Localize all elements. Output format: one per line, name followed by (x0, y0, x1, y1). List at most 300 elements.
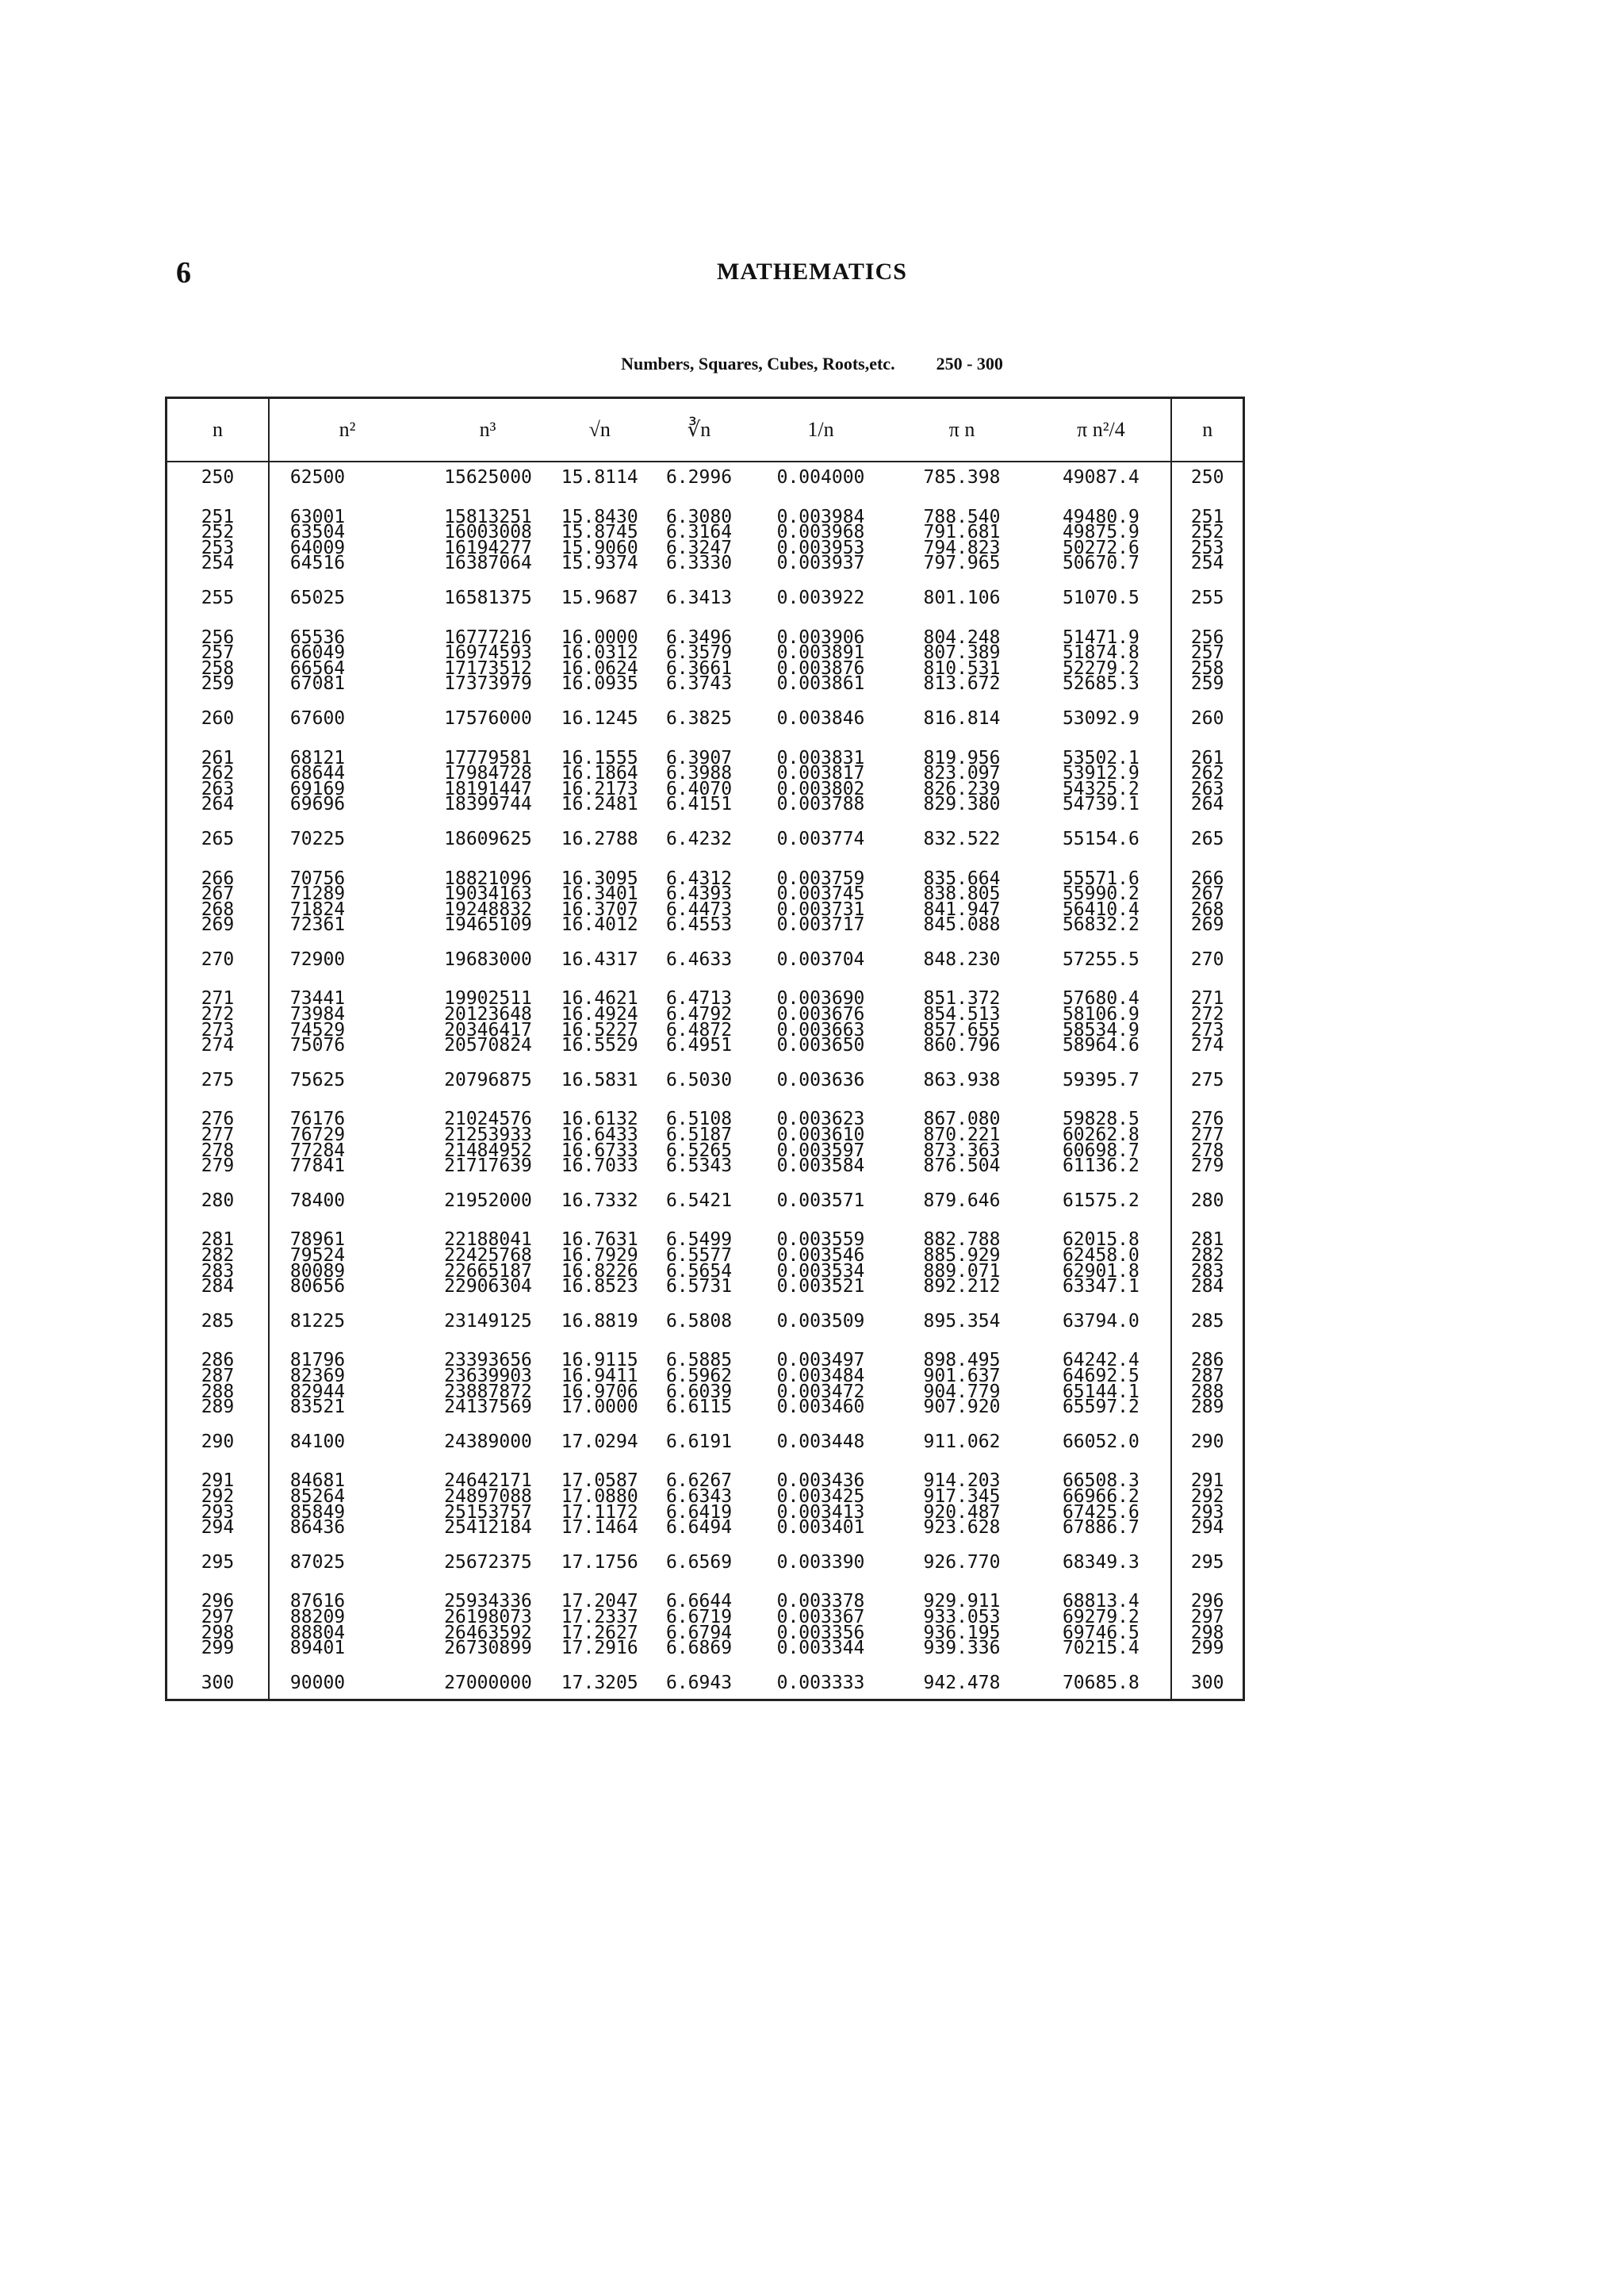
cell-pi-n: 879.646 (923, 1190, 1001, 1211)
cell-n-right: 281 (1171, 1217, 1243, 1248)
cell-square-root: 17.0587 (561, 1470, 638, 1492)
cell-n-squared: 78961 (289, 1229, 346, 1251)
cell-n-squared: 75625 (289, 1069, 346, 1090)
cell-n-right: 267 (1171, 887, 1243, 903)
cell-square-root: 16.4621 (561, 988, 638, 1010)
cell-square-root: 16.4924 (561, 1004, 638, 1025)
cell-n-cubed: 24389000 (444, 1431, 532, 1452)
cell-circle-area: 65597.2 (1062, 1397, 1139, 1418)
cell-n-right: 293 (1171, 1505, 1243, 1521)
cell-reciprocal: 0.003774 (776, 828, 865, 849)
cell-reciprocal: 0.003831 (776, 747, 865, 768)
cell-pi-n: 901.637 (923, 1365, 1001, 1386)
cell-reciprocal: 0.003610 (776, 1125, 865, 1146)
cell-n-squared: 89401 (289, 1638, 346, 1659)
cell-square-root: 15.9687 (561, 587, 638, 608)
cell-n-squared: 73984 (289, 1004, 346, 1025)
cell-n-squared: 62500 (289, 467, 346, 488)
cell-square-root: 16.4012 (561, 914, 638, 936)
cell-pi-n: 926.770 (923, 1551, 1001, 1573)
cell-square-root: 16.5227 (561, 1019, 638, 1041)
cell-cube-root: 6.3080 (665, 506, 733, 527)
cell-n: 254 (167, 556, 269, 583)
cell-circle-area: 67425.6 (1062, 1501, 1139, 1523)
cell-square-root: 16.5831 (561, 1069, 638, 1090)
cell-n-right: 270 (1171, 945, 1243, 976)
cell-reciprocal: 0.003413 (776, 1501, 865, 1523)
row-group (167, 1578, 1243, 1667)
table-row (167, 1096, 1243, 1128)
cell-reciprocal: 0.003817 (776, 763, 865, 784)
cell-square-root: 16.9411 (561, 1365, 638, 1386)
cell-n: 269 (167, 918, 269, 945)
cell-n-squared: 87025 (289, 1551, 346, 1573)
cell-reciprocal: 0.003876 (776, 657, 865, 679)
running-head: MATHEMATICS (717, 259, 907, 285)
cell-n-squared: 66049 (289, 642, 346, 664)
cell-cube-root: 6.6419 (665, 1501, 733, 1523)
cell-n: 293 (167, 1505, 269, 1521)
cell-cube-root: 6.5962 (665, 1365, 733, 1386)
cell-n-right: 294 (1171, 1520, 1243, 1547)
cell-circle-area: 55990.2 (1062, 883, 1139, 905)
table-row (167, 556, 1243, 583)
cell-n: 291 (167, 1458, 269, 1489)
cell-circle-area: 66508.3 (1062, 1470, 1139, 1492)
cell-n-cubed: 16974593 (444, 642, 532, 664)
cell-n-cubed: 25934336 (444, 1591, 532, 1612)
cell-n-squared: 63001 (289, 506, 346, 527)
cell-circle-area: 62015.8 (1062, 1229, 1139, 1251)
cell-n-cubed: 19465109 (444, 914, 532, 936)
cell-circle-area: 68349.3 (1062, 1551, 1139, 1573)
cell-square-root: 15.8430 (561, 506, 638, 527)
cell-cube-root: 6.4951 (665, 1035, 733, 1056)
cell-cube-root: 6.3330 (665, 553, 733, 574)
cell-pi-n: 939.336 (923, 1638, 1001, 1659)
cell-n-cubed: 23639903 (444, 1365, 532, 1386)
cell-n-cubed: 22188041 (444, 1229, 532, 1251)
cell-reciprocal: 0.003378 (776, 1591, 865, 1612)
header-n-squared: n² (269, 399, 425, 462)
cell-n-squared: 80089 (289, 1260, 346, 1282)
cell-circle-area: 59395.7 (1062, 1069, 1139, 1090)
cell-n-cubed: 17576000 (444, 707, 532, 729)
cell-pi-n: 885.929 (923, 1245, 1001, 1266)
cell-n: 296 (167, 1578, 269, 1610)
cell-pi-n: 819.956 (923, 747, 1001, 768)
cell-pi-n: 838.805 (923, 883, 1001, 905)
cell-circle-area: 66052.0 (1062, 1431, 1139, 1452)
cell-reciprocal: 0.003521 (776, 1276, 865, 1297)
cell-n-right: 258 (1171, 661, 1243, 677)
cell-circle-area: 60262.8 (1062, 1125, 1139, 1146)
cell-n-squared: 65536 (289, 627, 346, 648)
cell-reciprocal: 0.003425 (776, 1485, 865, 1507)
cell-n-right: 262 (1171, 766, 1243, 782)
cell-circle-area: 60698.7 (1062, 1140, 1139, 1161)
cell-n-squared: 68121 (289, 747, 346, 768)
cell-n-squared: 82369 (289, 1365, 346, 1386)
cell-n-right: 282 (1171, 1248, 1243, 1264)
cell-reciprocal: 0.004000 (776, 467, 865, 488)
cell-n-cubed: 24137569 (444, 1397, 532, 1418)
cell-n-squared: 84100 (289, 1431, 346, 1452)
cell-n-cubed: 16581375 (444, 587, 532, 608)
header-circle-area: π n²/4 (1031, 399, 1171, 462)
table-row (167, 975, 1243, 1007)
cell-n: 279 (167, 1159, 269, 1186)
cell-n-right: 292 (1171, 1489, 1243, 1505)
cell-reciprocal: 0.003534 (776, 1260, 865, 1282)
math-table (167, 399, 1243, 1699)
cell-pi-n: 933.053 (923, 1606, 1001, 1627)
cell-cube-root: 6.5187 (665, 1125, 733, 1146)
table-row (167, 1520, 1243, 1547)
cell-n-cubed: 19902511 (444, 988, 532, 1010)
table-row (167, 1306, 1243, 1338)
cell-cube-root: 6.3743 (665, 673, 733, 695)
cell-n: 271 (167, 975, 269, 1007)
cell-n-squared: 87616 (289, 1591, 346, 1612)
cell-n-right: 283 (1171, 1264, 1243, 1280)
table-row (167, 462, 1243, 494)
cell-cube-root: 6.5265 (665, 1140, 733, 1161)
cell-cube-root: 6.4232 (665, 828, 733, 849)
cell-pi-n: 929.911 (923, 1591, 1001, 1612)
table-row (167, 945, 1243, 976)
cell-pi-n: 867.080 (923, 1109, 1001, 1130)
cell-pi-n: 898.495 (923, 1350, 1001, 1371)
cell-pi-n: 882.788 (923, 1229, 1001, 1251)
cell-n-cubed: 20346417 (444, 1019, 532, 1041)
cell-square-root: 17.2916 (561, 1638, 638, 1659)
cell-pi-n: 829.380 (923, 794, 1001, 815)
cell-square-root: 17.2047 (561, 1591, 638, 1612)
cell-square-root: 16.7929 (561, 1245, 638, 1266)
cell-reciprocal: 0.003650 (776, 1035, 865, 1056)
cell-reciprocal: 0.003891 (776, 642, 865, 664)
cell-reciprocal: 0.003745 (776, 883, 865, 905)
cell-reciprocal: 0.003861 (776, 673, 865, 695)
cell-pi-n: 835.664 (923, 868, 1001, 889)
cell-pi-n: 851.372 (923, 988, 1001, 1010)
cell-n: 259 (167, 676, 269, 703)
cell-cube-root: 6.6869 (665, 1638, 733, 1659)
row-group (167, 856, 1243, 945)
cell-n: 286 (167, 1337, 269, 1369)
cell-n: 261 (167, 735, 269, 767)
cell-n-cubed: 22425768 (444, 1245, 532, 1266)
cell-cube-root: 6.3907 (665, 747, 733, 768)
cell-n-right: 287 (1171, 1369, 1243, 1385)
cell-n-squared: 65025 (289, 587, 346, 608)
row-group-single (167, 1186, 1243, 1217)
cell-pi-n: 895.354 (923, 1310, 1001, 1332)
header-cube-root: ∛n (649, 399, 749, 462)
cell-n-right: 278 (1171, 1144, 1243, 1159)
cell-square-root: 17.1464 (561, 1517, 638, 1539)
cell-cube-root: 6.5885 (665, 1350, 733, 1371)
cell-cube-root: 6.3413 (665, 587, 733, 608)
cell-n-squared: 64516 (289, 553, 346, 574)
cell-n: 287 (167, 1369, 269, 1385)
cell-pi-n: 794.823 (923, 537, 1001, 558)
row-group (167, 1458, 1243, 1547)
cell-pi-n: 813.672 (923, 673, 1001, 695)
cell-n-right: 254 (1171, 556, 1243, 583)
cell-n: 256 (167, 615, 269, 646)
cell-n: 265 (167, 824, 269, 856)
cell-cube-root: 6.4393 (665, 883, 733, 905)
cell-n: 284 (167, 1279, 269, 1306)
header-square-root: √n (550, 399, 649, 462)
cell-pi-n: 816.814 (923, 707, 1001, 729)
cell-n-cubed: 26463592 (444, 1622, 532, 1643)
cell-circle-area: 69279.2 (1062, 1606, 1139, 1627)
caption-text: Numbers, Squares, Cubes, Roots,etc. (621, 354, 895, 374)
cell-n-right: 286 (1171, 1337, 1243, 1369)
cell-cube-root: 6.6039 (665, 1381, 733, 1402)
cell-n-cubed: 21024576 (444, 1109, 532, 1130)
cell-n-right: 284 (1171, 1279, 1243, 1306)
cell-n-squared: 86436 (289, 1517, 346, 1539)
cell-pi-n: 841.947 (923, 899, 1001, 920)
cell-cube-root: 6.6644 (665, 1591, 733, 1612)
cell-reciprocal: 0.003937 (776, 553, 865, 574)
cell-n-squared: 63504 (289, 522, 346, 543)
cell-n-right: 259 (1171, 676, 1243, 703)
cell-n-right: 297 (1171, 1610, 1243, 1626)
cell-circle-area: 49087.4 (1062, 467, 1139, 488)
cell-n-squared: 70225 (289, 828, 346, 849)
cell-reciprocal: 0.003676 (776, 1004, 865, 1025)
cell-square-root: 15.9374 (561, 553, 638, 574)
cell-n: 268 (167, 903, 269, 918)
cell-square-root: 16.7332 (561, 1190, 638, 1211)
cell-circle-area: 57680.4 (1062, 988, 1139, 1010)
cell-n-squared: 70756 (289, 868, 346, 889)
cell-pi-n: 920.487 (923, 1501, 1001, 1523)
cell-n-squared: 72900 (289, 949, 346, 970)
cell-n-cubed: 26198073 (444, 1606, 532, 1627)
cell-n-squared: 82944 (289, 1381, 346, 1402)
table-row (167, 1547, 1243, 1579)
cell-circle-area: 57255.5 (1062, 949, 1139, 970)
cell-n-squared: 85264 (289, 1485, 346, 1507)
cell-reciprocal: 0.003690 (776, 988, 865, 1010)
row-group-single (167, 1668, 1243, 1700)
row-group-single (167, 462, 1243, 494)
cell-n-right: 291 (1171, 1458, 1243, 1489)
cell-cube-root: 6.4553 (665, 914, 733, 936)
table-row (167, 1065, 1243, 1097)
cell-pi-n: 854.513 (923, 1004, 1001, 1025)
cell-square-root: 16.9115 (561, 1350, 638, 1371)
cell-n-right: 272 (1171, 1007, 1243, 1023)
cell-reciprocal: 0.003584 (776, 1156, 865, 1177)
cell-cube-root: 6.5577 (665, 1245, 733, 1266)
cell-square-root: 16.3707 (561, 899, 638, 920)
cell-reciprocal: 0.003731 (776, 899, 865, 920)
cell-n-squared: 81796 (289, 1350, 346, 1371)
cell-square-root: 16.6433 (561, 1125, 638, 1146)
cell-reciprocal: 0.003509 (776, 1310, 865, 1332)
cell-n-squared: 69696 (289, 794, 346, 815)
row-group-single (167, 1427, 1243, 1458)
cell-n-cubed: 25412184 (444, 1517, 532, 1539)
cell-n: 252 (167, 525, 269, 541)
cell-pi-n: 807.389 (923, 642, 1001, 664)
cell-n-squared: 71289 (289, 883, 346, 905)
row-group (167, 1096, 1243, 1185)
cell-circle-area: 66966.2 (1062, 1485, 1139, 1507)
cell-n-cubed: 21484952 (444, 1140, 532, 1161)
table-row (167, 797, 1243, 824)
cell-circle-area: 68813.4 (1062, 1591, 1139, 1612)
cell-cube-root: 6.5030 (665, 1069, 733, 1090)
cell-reciprocal: 0.003546 (776, 1245, 865, 1266)
cell-n-right: 256 (1171, 615, 1243, 646)
cell-n: 292 (167, 1489, 269, 1505)
cell-reciprocal: 0.003906 (776, 627, 865, 648)
cell-n-cubed: 25153757 (444, 1501, 532, 1523)
header-n-right: n (1171, 399, 1243, 462)
cell-circle-area: 50670.7 (1062, 553, 1139, 574)
cell-square-root: 17.1756 (561, 1551, 638, 1573)
cell-n-cubed: 21253933 (444, 1125, 532, 1146)
cell-pi-n: 848.230 (923, 949, 1001, 970)
cell-reciprocal: 0.003472 (776, 1381, 865, 1402)
cell-cube-root: 6.5343 (665, 1156, 733, 1177)
cell-circle-area: 56410.4 (1062, 899, 1139, 920)
cell-square-root: 16.0312 (561, 642, 638, 664)
cell-square-root: 16.0624 (561, 657, 638, 679)
cell-circle-area: 55154.6 (1062, 828, 1139, 849)
cell-cube-root: 6.3496 (665, 627, 733, 648)
cell-n: 260 (167, 703, 269, 735)
row-group (167, 735, 1243, 824)
cell-square-root: 16.6132 (561, 1109, 638, 1130)
cell-square-root: 15.9060 (561, 537, 638, 558)
cell-reciprocal: 0.003559 (776, 1229, 865, 1251)
cell-n-cubed: 15813251 (444, 506, 532, 527)
cell-n-squared: 78400 (289, 1190, 346, 1211)
cell-cube-root: 6.5108 (665, 1109, 733, 1130)
cell-n-cubed: 26730899 (444, 1638, 532, 1659)
cell-circle-area: 65144.1 (1062, 1381, 1139, 1402)
cell-pi-n: 804.248 (923, 627, 1001, 648)
cell-pi-n: 826.239 (923, 778, 1001, 799)
cell-cube-root: 6.6343 (665, 1485, 733, 1507)
cell-circle-area: 70685.8 (1062, 1672, 1139, 1693)
cell-n-right: 265 (1171, 824, 1243, 856)
cell-n-cubed: 18821096 (444, 868, 532, 889)
cell-n-cubed: 16387064 (444, 553, 532, 574)
cell-n-cubed: 17779581 (444, 747, 532, 768)
row-group (167, 615, 1243, 703)
cell-n: 283 (167, 1264, 269, 1280)
math-table-frame (165, 397, 1245, 1701)
cell-pi-n: 810.531 (923, 657, 1001, 679)
cell-cube-root: 6.6267 (665, 1470, 733, 1492)
cell-n-squared: 73441 (289, 988, 346, 1010)
cell-circle-area: 58964.6 (1062, 1035, 1139, 1056)
cell-n: 251 (167, 494, 269, 526)
table-row (167, 494, 1243, 526)
cell-circle-area: 55571.6 (1062, 868, 1139, 889)
cell-n-cubed: 15625000 (444, 467, 532, 488)
cell-pi-n: 801.106 (923, 587, 1001, 608)
cell-n-right: 250 (1171, 462, 1243, 494)
cell-cube-root: 6.4473 (665, 899, 733, 920)
cell-n: 285 (167, 1306, 269, 1338)
cell-n-cubed: 18191447 (444, 778, 532, 799)
cell-n-squared: 76176 (289, 1109, 346, 1130)
cell-reciprocal: 0.003968 (776, 522, 865, 543)
cell-n: 289 (167, 1400, 269, 1427)
cell-n-squared: 83521 (289, 1397, 346, 1418)
cell-n: 282 (167, 1248, 269, 1264)
cell-cube-root: 6.5654 (665, 1260, 733, 1282)
cell-square-root: 16.5529 (561, 1035, 638, 1056)
cell-square-root: 15.8745 (561, 522, 638, 543)
cell-reciprocal: 0.003484 (776, 1365, 865, 1386)
table-row (167, 735, 1243, 767)
cell-square-root: 16.8226 (561, 1260, 638, 1282)
cell-cube-root: 6.4713 (665, 988, 733, 1010)
cell-n-cubed: 21717639 (444, 1156, 532, 1177)
cell-n-cubed: 24897088 (444, 1485, 532, 1507)
cell-reciprocal: 0.003448 (776, 1431, 865, 1452)
cell-reciprocal: 0.003571 (776, 1190, 865, 1211)
cell-n-cubed: 20123648 (444, 1004, 532, 1025)
cell-reciprocal: 0.003367 (776, 1606, 865, 1627)
cell-n-squared: 76729 (289, 1125, 346, 1146)
row-group-single (167, 824, 1243, 856)
cell-circle-area: 67886.7 (1062, 1517, 1139, 1539)
table-header (167, 399, 1243, 462)
cell-n-right: 261 (1171, 735, 1243, 767)
cell-reciprocal: 0.003922 (776, 587, 865, 608)
table-row (167, 1186, 1243, 1217)
cell-cube-root: 6.6569 (665, 1551, 733, 1573)
cell-circle-area: 54739.1 (1062, 794, 1139, 815)
cell-n-squared: 68644 (289, 763, 346, 784)
cell-n: 267 (167, 887, 269, 903)
cell-reciprocal: 0.003333 (776, 1672, 865, 1693)
cell-n-cubed: 22906304 (444, 1276, 532, 1297)
cell-n: 299 (167, 1641, 269, 1668)
cell-n-right: 277 (1171, 1128, 1243, 1144)
cell-n-squared: 69169 (289, 778, 346, 799)
cell-n-cubed: 16194277 (444, 537, 532, 558)
cell-reciprocal: 0.003802 (776, 778, 865, 799)
cell-pi-n: 860.796 (923, 1035, 1001, 1056)
cell-n-right: 253 (1171, 541, 1243, 557)
cell-n-right: 271 (1171, 975, 1243, 1007)
cell-n-squared: 64009 (289, 537, 346, 558)
cell-pi-n: 904.779 (923, 1381, 1001, 1402)
cell-n-squared: 81225 (289, 1310, 346, 1332)
cell-n-squared: 71824 (289, 899, 346, 920)
table-row (167, 1279, 1243, 1306)
cell-square-root: 17.0880 (561, 1485, 638, 1507)
cell-n-cubed: 18399744 (444, 794, 532, 815)
cell-n-right: 263 (1171, 782, 1243, 798)
cell-n: 258 (167, 661, 269, 677)
caption-range: 250 - 300 (936, 354, 1003, 374)
